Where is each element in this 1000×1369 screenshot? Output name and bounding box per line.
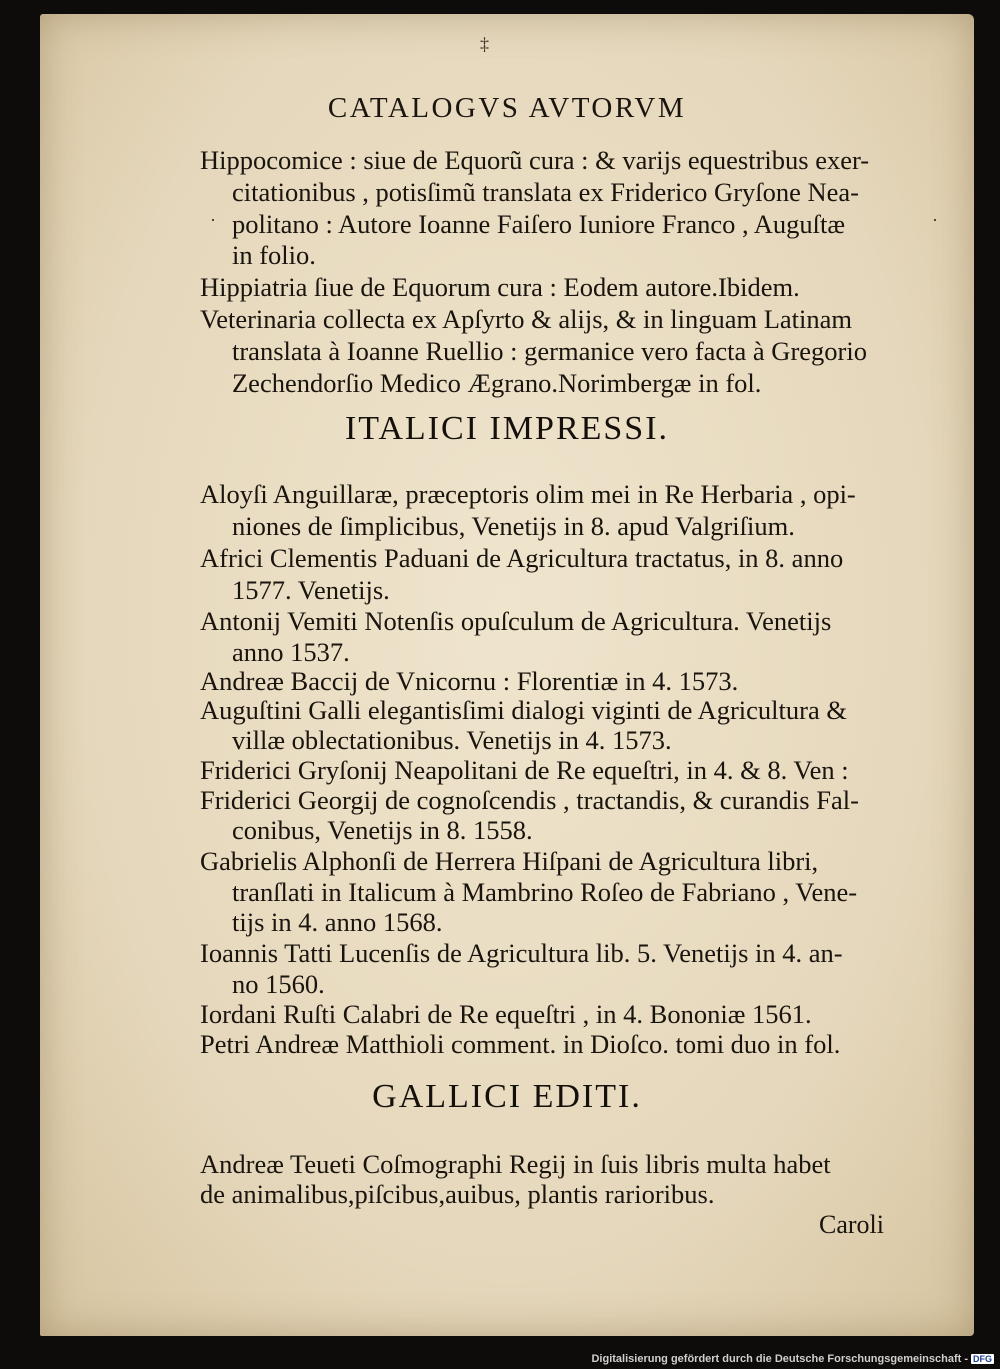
text-line: 1577. Venetijs. (232, 575, 390, 605)
text-line: Petri Andreæ Matthioli comment. in Dioſco. tomi duo in fol. (200, 1029, 841, 1059)
text-line: Africi Clementis Paduani de Agricultura tractatus, in 8. anno (200, 543, 844, 573)
text-line: in folio. (232, 240, 316, 270)
text-line: tranſlati in Italicum à Mambrino Roſeo de Fabriano , Vene- (232, 877, 858, 907)
page-fold-mark: ‡ (480, 34, 489, 54)
credit-text: Digitalisierung gefördert durch die Deutsche Forschungsgemeinschaft - (591, 1353, 968, 1365)
heading-italici-impressi: ITALICI IMPRESSI. (344, 410, 670, 447)
heading-gallici-editi: GALLICI EDITI. (372, 1078, 642, 1115)
text-line: Iordani Ruſti Calabri de Re equeſtri , in 4. Bononiæ 1561. (200, 999, 812, 1029)
text-line: anno 1537. (232, 637, 350, 667)
margin-dot: · (210, 210, 216, 230)
text-line: Veterinaria collecta ex Apſyrto & alijs, & in linguam Latinam (200, 304, 853, 334)
text-line: Aloyſi Anguillaræ, præceptoris olim mei in Re Herbaria , opi- (200, 479, 856, 509)
text-line: Zechendorſio Medico Ægrano.Norimbergæ in fol. (232, 368, 762, 398)
text-line: Andreæ Teueti Coſmographi Regij in ſuis libris multa habet (200, 1149, 831, 1179)
digitization-credit (591, 1353, 994, 1365)
text-line: Friderici Georgij de cognoſcendis , tractandis, & curandis Fal- (200, 785, 859, 815)
text-line: conibus, Venetijs in 8. 1558. (232, 815, 533, 845)
text-line: niones de ſimplicibus, Venetijs in 8. apud Valgriſium. (232, 511, 795, 541)
dfg-logo: DFG (973, 1354, 992, 1365)
text-line: de animalibus,piſcibus,auibus, plantis rarioribus. (200, 1179, 715, 1209)
text-line: citationibus , potisſimũ translata ex Friderico Gryſone Nea- (232, 177, 860, 207)
text-line: Ioannis Tatti Lucenſis de Agricultura lib. 5. Venetijs in 4. an- (200, 938, 843, 968)
text-line: translata à Ioanne Ruellio : germanice vero facta à Gregorio (232, 336, 867, 366)
text-line: Hippiatria ſiue de Equorum cura : Eodem autore.Ibidem. (200, 272, 800, 302)
text-line: Antonij Vemiti Notenſis opuſculum de Agricultura. Venetijs (200, 606, 832, 636)
text-line: Auguſtini Galli elegantisſimi dialogi viginti de Agricultura & (200, 695, 847, 725)
text-line: villæ oblectationibus. Venetijs in 4. 1573. (232, 725, 672, 755)
running-head: CATALOGVS AVTORVM (327, 92, 687, 124)
book-page (40, 14, 974, 1336)
margin-dot: · (932, 210, 938, 230)
text-line: politano : Autore Ioanne Faiſero Iuniore Franco , Auguſtæ (232, 209, 846, 239)
text-line: Friderici Gryſonij Neapolitani de Re equeſtri, in 4. & 8. Ven : (200, 755, 849, 785)
text-line: Andreæ Baccij de Vnicornu : Florentiæ in 4. 1573. (200, 666, 739, 696)
text-line: Gabrielis Alphonſi de Herrera Hiſpani de Agricultura libri, (200, 846, 819, 876)
text-line: tijs in 4. anno 1568. (232, 907, 443, 937)
text-line: Hippocomice : siue de Equorũ cura : & varijs equestribus exer- (200, 145, 870, 175)
text-line: no 1560. (232, 969, 325, 999)
catchword: Caroli (819, 1210, 884, 1239)
